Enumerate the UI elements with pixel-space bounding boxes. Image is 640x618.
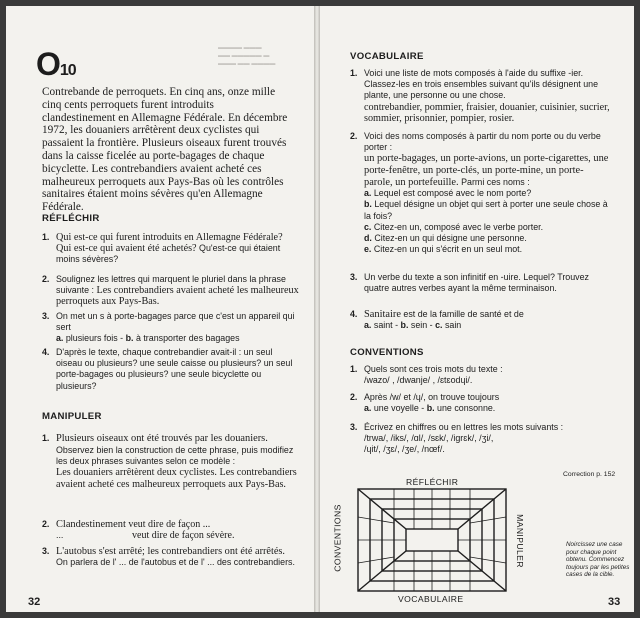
conventions-question-3: 3. Écrivez en chiffres ou en lettres les mots suivants : /trwa/, /iks/, /ɑl/, /sɛk/, /igrɛk/, /ʒi/, /ɥit/, /ʒɛ/, /ʒe/, /nœf/. bbox=[350, 422, 564, 455]
page-number-left: 32 bbox=[28, 596, 41, 608]
diagram-label-left: CONVENTIONS bbox=[332, 504, 343, 572]
conventions-question-2: 2. Après /w/ et /ɥ/, on trouve toujours a. une voyelle - b. une consonne. bbox=[350, 392, 500, 414]
reflechir-question-1: 1. Qui est-ce qui furent introduits en Allemagne Fédérale? Qui est-ce qui avaient été achetés? Qu'est-ce qui étaient moins sévères? bbox=[42, 232, 283, 265]
manipuler-question-2: 2. Clandestinement veut dire de façon ... ... veut dire de façon sévère. bbox=[42, 519, 235, 542]
conventions-question-1: 1. Quels sont ces trois mots du texte : /wazo/ , /dwanje/ , /ɛtɛodɥi/. bbox=[350, 364, 503, 386]
diagram-label-top: RÉFLÉCHIR bbox=[406, 477, 459, 487]
vocabulaire-question-1: 1. Voici une liste de mots composés à l'aide du suffixe -ier. Classez-les en trois ensembles suivant qu'ils désignent une plante, une personne ou une chose. contrebandier, pommier, fraisier, douanier, cuisinier, sucrier, sommier, prisonnier, pompier, rosier. bbox=[350, 68, 610, 125]
section-reflechir-title: RÉFLÉCHIR bbox=[42, 213, 100, 224]
reflechir-question-3: 3. On met un s à porte-bagages parce que c'est un appareil qui sert a. plusieurs fois - b. à transporter des bagages bbox=[42, 311, 300, 345]
vocabulaire-question-4: 4. Sanitaire est de la famille de santé et de a. saint - b. sein - c. sain bbox=[350, 309, 524, 331]
reflechir-question-4: 4. D'après le texte, chaque contrebandier avait-il : un seul oiseau ou plusieurs? une seule caisse ou plusieurs? un seul porte-bagages ou plusieurs? une seule bicyclette ou plusieurs? bbox=[42, 347, 293, 391]
vocabulaire-question-3: 3. Un verbe du texte a son infinitif en -uire. Lequel? Trouvez quatre autres verbes ayant la même terminaison. bbox=[350, 272, 589, 294]
target-center bbox=[406, 529, 458, 551]
left-page bbox=[6, 6, 314, 612]
right-page bbox=[320, 6, 634, 612]
show-through-text: ▬▬▬▬ ▬▬▬ ▬▬ ▬▬▬▬▬ ▬ ▬▬▬ ▬▬ ▬▬▬▬ bbox=[218, 45, 276, 67]
correction-reference: Correction p. 152 bbox=[563, 471, 616, 478]
vocabulaire-question-2: 2. Voici des noms composés à partir du nom porte ou du verbe porter : un porte-bagages, un porte-avions, un porte-cigarettes, une porte-fenêtre, un porte-clés, un porte-mine, un porte-parole, un portefeuille. Parmi ces noms : a. Lequel est composé avec le nom porte? b. Lequel désigne un objet qui sert à porter une seule chose à la fois? c. Citez-en un, composé avec le verbe porter. d. Citez-en un qui désigne une personne. e. Citez-en un qui s'écrit en un seul mot. bbox=[350, 131, 609, 255]
manipuler-question-1: 1. Plusieurs oiseaux ont été trouvés par les douaniers. Observez bien la construction de cette phrase, puis modifiez les deux phrases suivantes selon ce modèle : Les douaniers arrêtèrent deux cyclistes. Les contrebandiers avaient acheté ces malheureux perroquets aux Pays-Bas. bbox=[42, 433, 297, 490]
section-manipuler-title: MANIPULER bbox=[42, 411, 102, 422]
page-number-right: 33 bbox=[608, 596, 621, 608]
target-grid bbox=[356, 487, 508, 593]
manipuler-question-3: 3. L'autobus s'est arrêté; les contrebandiers ont été arrêtés. On parlera de l' ... de l'autobus et de l' ... des contrebandiers. bbox=[42, 546, 295, 568]
score-target-diagram bbox=[356, 487, 508, 593]
diagram-label-right: MANIPULER bbox=[514, 514, 525, 568]
intro-paragraph: Contrebande de perroquets. En cinq ans, onze mille cinq cents perroquets furent introduits clandestinement en Allemagne Fédérale. En décembre 1972, les douaniers arrêtèrent deux cyclistes qui passaient la frontière. Plusieurs oiseaux furent trouvés dans la caisse ficelée au porte-bagages de chaque bicyclette. Les contrebandiers avaient acheté ces malheureux perroquets aux Pays-Bas où les contrôles sanitaires étaient moins sévères qu'en Allemagne Fédérale. bbox=[42, 86, 288, 214]
unit-title: O10 bbox=[36, 46, 76, 82]
scoring-note: Noircissez une case pour chaque point obtenu. Commencez toujours par les petites cases de la cible. bbox=[566, 541, 630, 579]
diagram-label-bottom: VOCABULAIRE bbox=[398, 594, 464, 604]
reflechir-q3-options: a. plusieurs fois - b. à transporter des bagages bbox=[56, 333, 240, 344]
section-conventions-title: CONVENTIONS bbox=[350, 347, 424, 358]
reflechir-question-2: 2. Soulignez les lettres qui marquent le pluriel dans la phrase suivante : Les contrebandiers avaient acheté les malheureux perroquets aux Pays-Bas. bbox=[42, 274, 299, 308]
section-vocabulaire-title: VOCABULAIRE bbox=[350, 51, 424, 62]
target-cell-dividers bbox=[358, 489, 506, 591]
